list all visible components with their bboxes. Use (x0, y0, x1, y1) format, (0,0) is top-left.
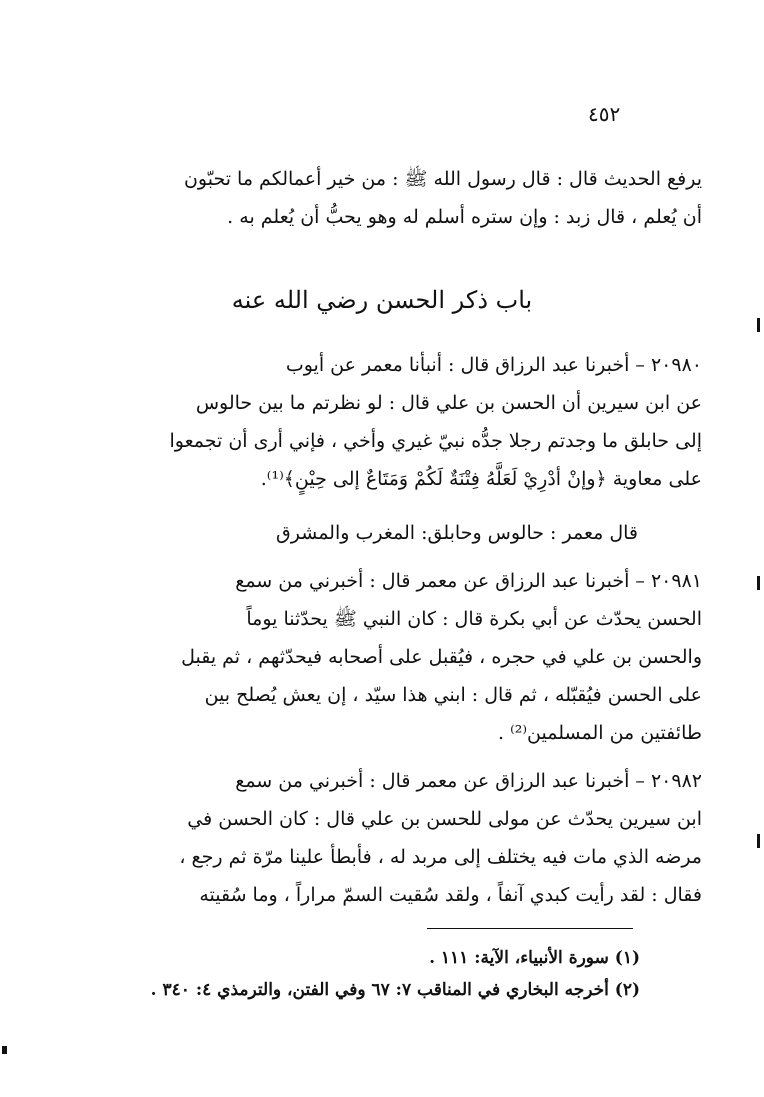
hadith-line: ٢٠٩٨١ – أخبرنا عبد الرزاق عن معمر قال : أخبرني من سمع (235, 570, 702, 592)
hadith-line: على معاوية ﴿وإنْ أدْرِيْ لَعَلَّهُ فِتْنَةٌ لَكُمْ وَمَتَاعٌ إلى حِيْنٍ﴾⁽¹⁾. (260, 468, 702, 490)
hadith-line: مرضه الذي مات فيه يختلف إلى مربد له ، فأبطأ علينا مرّة ثم رجع ، (179, 846, 702, 868)
hadith-20980-note (82, 514, 702, 552)
hadith-line: والحسن بن علي في حجره ، فيُقبل على أصحابه فيحدّثهم ، ثم يقبل (181, 646, 702, 668)
scan-edge-mark (757, 834, 760, 848)
note-line: قال معمر : حالوس وحابلق: المغرب والمشرق (276, 522, 638, 544)
hadith-line: ٢٠٩٨٠ – أخبرنا عبد الرزاق قال : أنبأنا معمر عن أيوب (285, 354, 702, 376)
page-number: ٤٥٢ (588, 102, 621, 126)
hadith-line: طائفتين من المسلمين⁽²⁾ . (498, 722, 702, 744)
hadith-line: الحسن يحدّث عن أبي بكرة قال : كان النبي ﷺ يحدّثنا يوماً (246, 608, 702, 630)
chapter-heading: باب ذكر الحسن رضي الله عنه (231, 286, 533, 314)
hadith-20982 (82, 762, 702, 914)
scan-edge-mark (2, 1046, 7, 1054)
footnotes (120, 942, 640, 1006)
hadith-line: إلى حابلق ما وجدتم رجلا جدُّه نبيّ غيري وأخي ، فإني أرى أن تجمعوا (169, 430, 702, 452)
hadith-line: فقال : لقد رأيت كبدي آنفاً ، ولقد سُقيت السمّ مراراً ، وما سُقيته (199, 884, 702, 906)
hadith-line: على الحسن فيُقبّله ، ثم قال : ابني هذا سيّد ، إن يعش يُصلح بين (204, 684, 702, 706)
intro-line: أن يُعلم ، قال زبد : وإن ستره أسلم له وهو يحبُّ أن يُعلم به . (227, 206, 702, 228)
footnote: (١) سورة الأنبياء، الآية: ١١١ . (429, 948, 640, 968)
intro-paragraph (82, 160, 702, 236)
scan-edge-mark (757, 318, 760, 332)
footnote-divider (427, 928, 633, 929)
hadith-line: ٢٠٩٨٢ – أخبرنا عبد الرزاق عن معمر قال : أخبرني من سمع (235, 770, 702, 792)
intro-line: يرفع الحديث قال : قال رسول الله ﷺ : من خير أعمالكم ما تحبّون (183, 168, 702, 190)
footnote: (٢) أخرجه البخاري في المناقب ٧: ٦٧ وفي الفتن، والترمذي ٤: ٣٤٠ . (150, 980, 640, 1000)
hadith-line: ابن سيرين يحدّث عن مولى للحسن بن علي قال : كان الحسن في (187, 808, 702, 830)
hadith-line: عن ابن سيرين أن الحسن بن علي قال : لو نظرتم ما بين حالوس (195, 392, 702, 414)
hadith-20980 (82, 346, 702, 498)
scan-edge-mark (757, 576, 760, 590)
hadith-20981 (82, 562, 702, 752)
